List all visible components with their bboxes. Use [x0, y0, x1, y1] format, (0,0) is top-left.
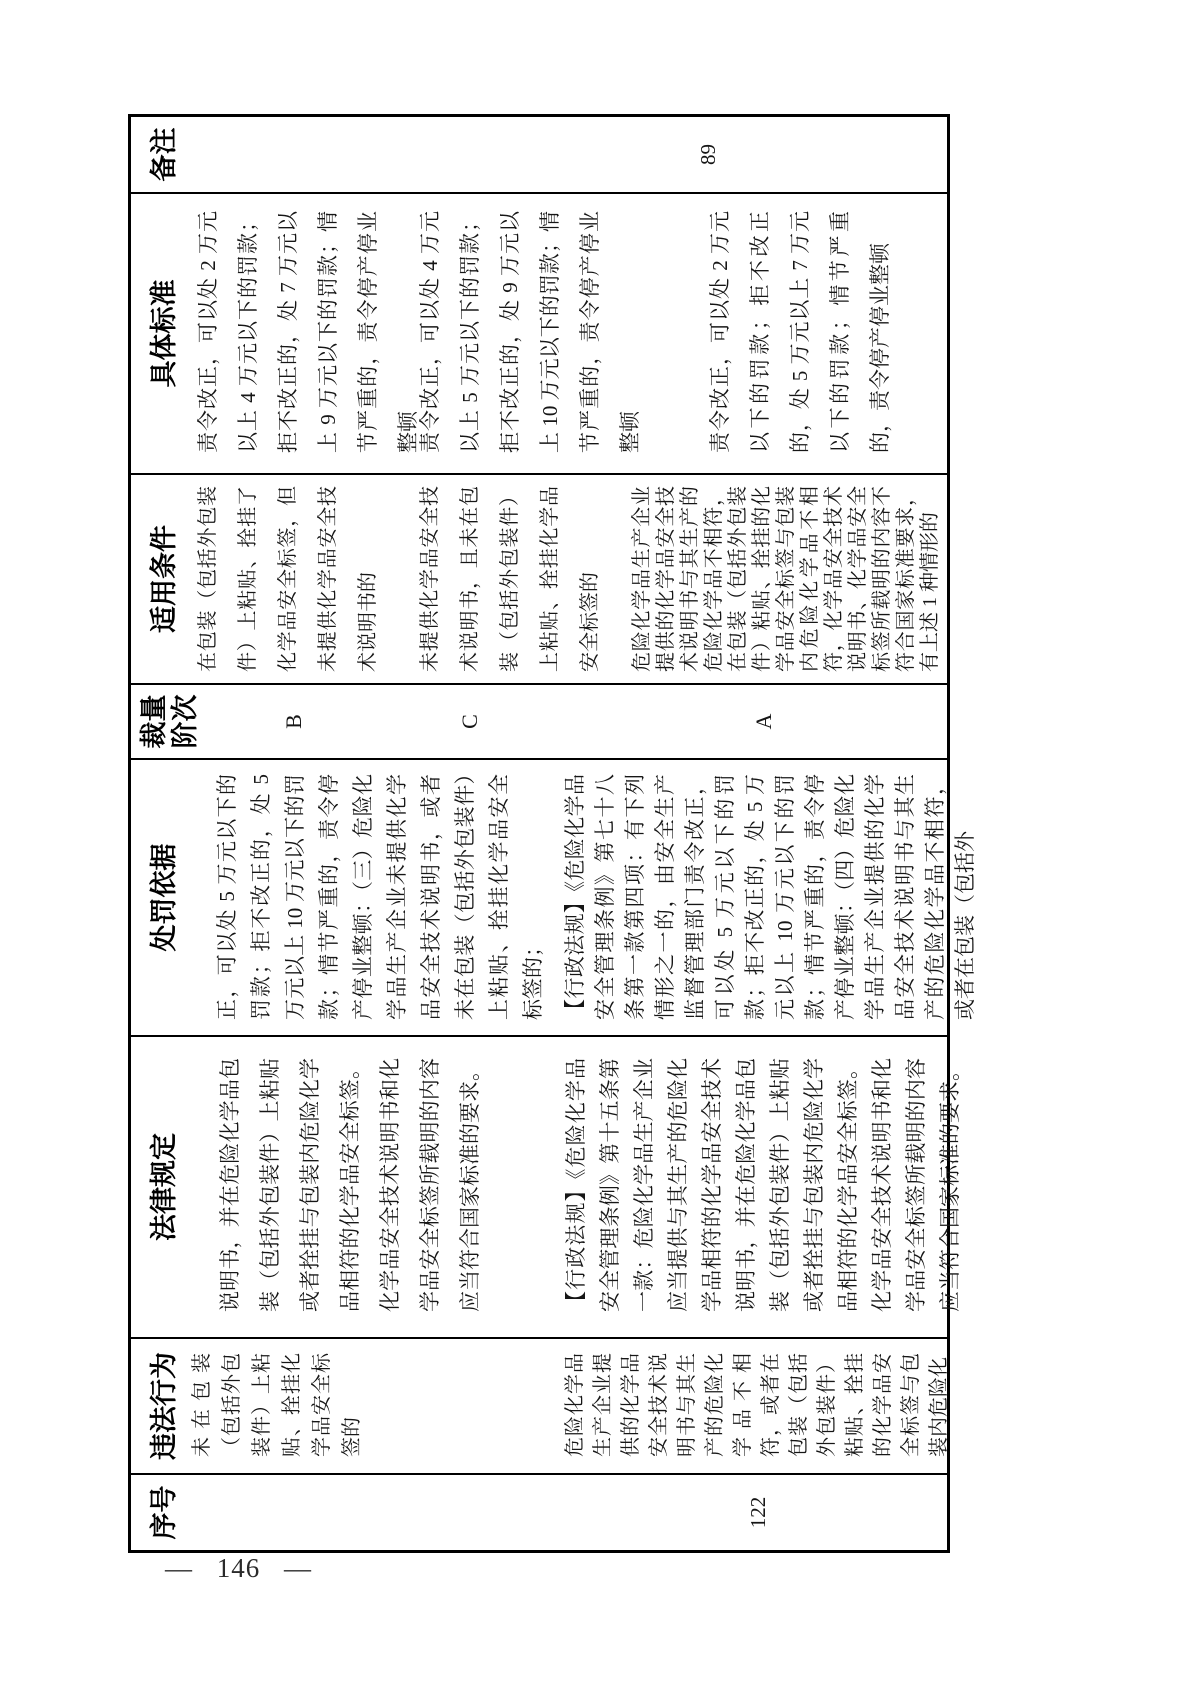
- cell-illegal-act-a: 危险化学品生产企业提供的化学品安全技术说明书与其生产的危险化学品不相符，或者在包装（包括外包装件）粘贴、拴挂的化学品安全标签与包装内危险化: [564, 1353, 950, 1457]
- cell-condition-c: 未提供化学品安全技术说明书，且未在包装（包括外包装件）上粘贴、拴挂化学品安全标签的: [419, 486, 601, 672]
- header-remark: 备注: [149, 127, 179, 182]
- column-discretion-level: [131, 685, 947, 760]
- cell-legal-provision-bc: 说明书，并在危险化学品包装（包括外包装件）上粘贴或者拴挂与包装内危险化学品相符的化学品安全标签。化学品安全技术说明书和化学品安全标签所载明的内容应当符合国家标准的要求。: [218, 1058, 482, 1312]
- cell-penalty-basis-a: 【行政法规】《危险化学品安全管理条例》第七十八条第一款第四项：有下列情形之一的，由安全生产监督管理部门责令改正，可以处 5 万元以下的罚款；拒不改正的，处 5 万元以上 10 万元以下的罚款；情节严重的，责令停产停业整顿：（四）危险化学品生产企业提供的化学品安全技术说明书与其生产的危险化学品不相符，或者在包装（包括外: [563, 774, 977, 1020]
- header-applicable-condition: 适用条件: [149, 525, 179, 633]
- column-serial: [131, 1475, 947, 1550]
- column-applicable-condition: [131, 475, 947, 685]
- column-illegal-act: [131, 1339, 950, 1475]
- cell-condition-a: 危险化学品生产企业提供的化学品安全技术说明书与其生产的危险化学品不相符，在包装（包括外包装件）粘贴、拴挂的化学品安全标签与包装内危险化学品不相符，化学品安全技术说明书、化学品安全标签所载明的内容不符合国家标准要求，有上述 1 种情形的: [631, 486, 941, 672]
- cell-standard-b: 责令改正，可以处 2 万元以上 4 万元以下的罚款；拒不改正的，处 7 万元以上 9 万元以下的罚款；情节严重的，责令停产停业整顿: [196, 211, 420, 453]
- cell-penalty-basis-bc: 正，可以处 5 万元以下的罚款；拒不改正的，处 5 万元以上 10 万元以下的罚款；情节严重的，责令停产停业整顿：（三）危险化学品生产企业未提供化学品安全技术说明书，或者未在包装（包括外包装件）上粘贴、拴挂化学品安全标签的；: [215, 774, 545, 1020]
- cell-discretion-c: C: [457, 714, 482, 729]
- column-legal-provision: [131, 1037, 962, 1339]
- penalty-discretion-table: [128, 114, 977, 1553]
- cell-serial-122: 122: [746, 1496, 770, 1529]
- header-serial: 序号: [149, 1485, 179, 1540]
- column-remark: [131, 117, 947, 194]
- cell-standard-c: 责令改正，可以处 4 万元以上 5 万元以下的罚款；拒不改正的，处 9 万元以上 10 万元以下的罚款；情节严重的，责令停产停业整顿: [418, 211, 642, 453]
- cell-discretion-a: A: [751, 713, 776, 730]
- cell-remark-89: 89: [696, 144, 720, 165]
- column-specific-standard: [131, 194, 947, 475]
- cell-legal-provision-a: 【行政法规】《危险化学品安全管理条例》第十五条第一款：危险化学品生产企业应当提供与其生产的危险化学品相符的化学品安全技术说明书，并在危险化学品包装（包括外包装件）上粘贴或者拴挂与包装内危险化学品相符的化学品安全标签。化学品安全技术说明书和化学品安全标签所载明的内容应当符合国家标准的要求。: [564, 1058, 962, 1312]
- header-illegal-act: 违法行为: [149, 1352, 179, 1460]
- cell-discretion-b: B: [281, 714, 306, 729]
- header-penalty-basis: 处罚依据: [149, 843, 179, 952]
- cell-illegal-act-bc: 未在包装（包括外包装件）上粘贴、拴挂化学品安全标签的: [191, 1353, 363, 1457]
- cell-standard-a: 责令改正，可以处 2 万元以下的罚款；拒不改正的，处 5 万元以上 7 万元以下的罚款；情节严重的，责令停产停业整顿: [708, 211, 892, 453]
- header-legal-provision: 法律规定: [149, 1133, 179, 1241]
- header-discretion-level: 裁量阶次: [139, 694, 201, 749]
- column-penalty-basis: [131, 760, 977, 1037]
- cell-condition-b: 在包装（包括外包装件）上粘贴、拴挂了化学品安全标签，但未提供化学品安全技术说明书的: [197, 486, 379, 672]
- header-specific-standard: 具体标准: [149, 279, 179, 388]
- page-number-footer: — 146 —: [165, 1553, 312, 1583]
